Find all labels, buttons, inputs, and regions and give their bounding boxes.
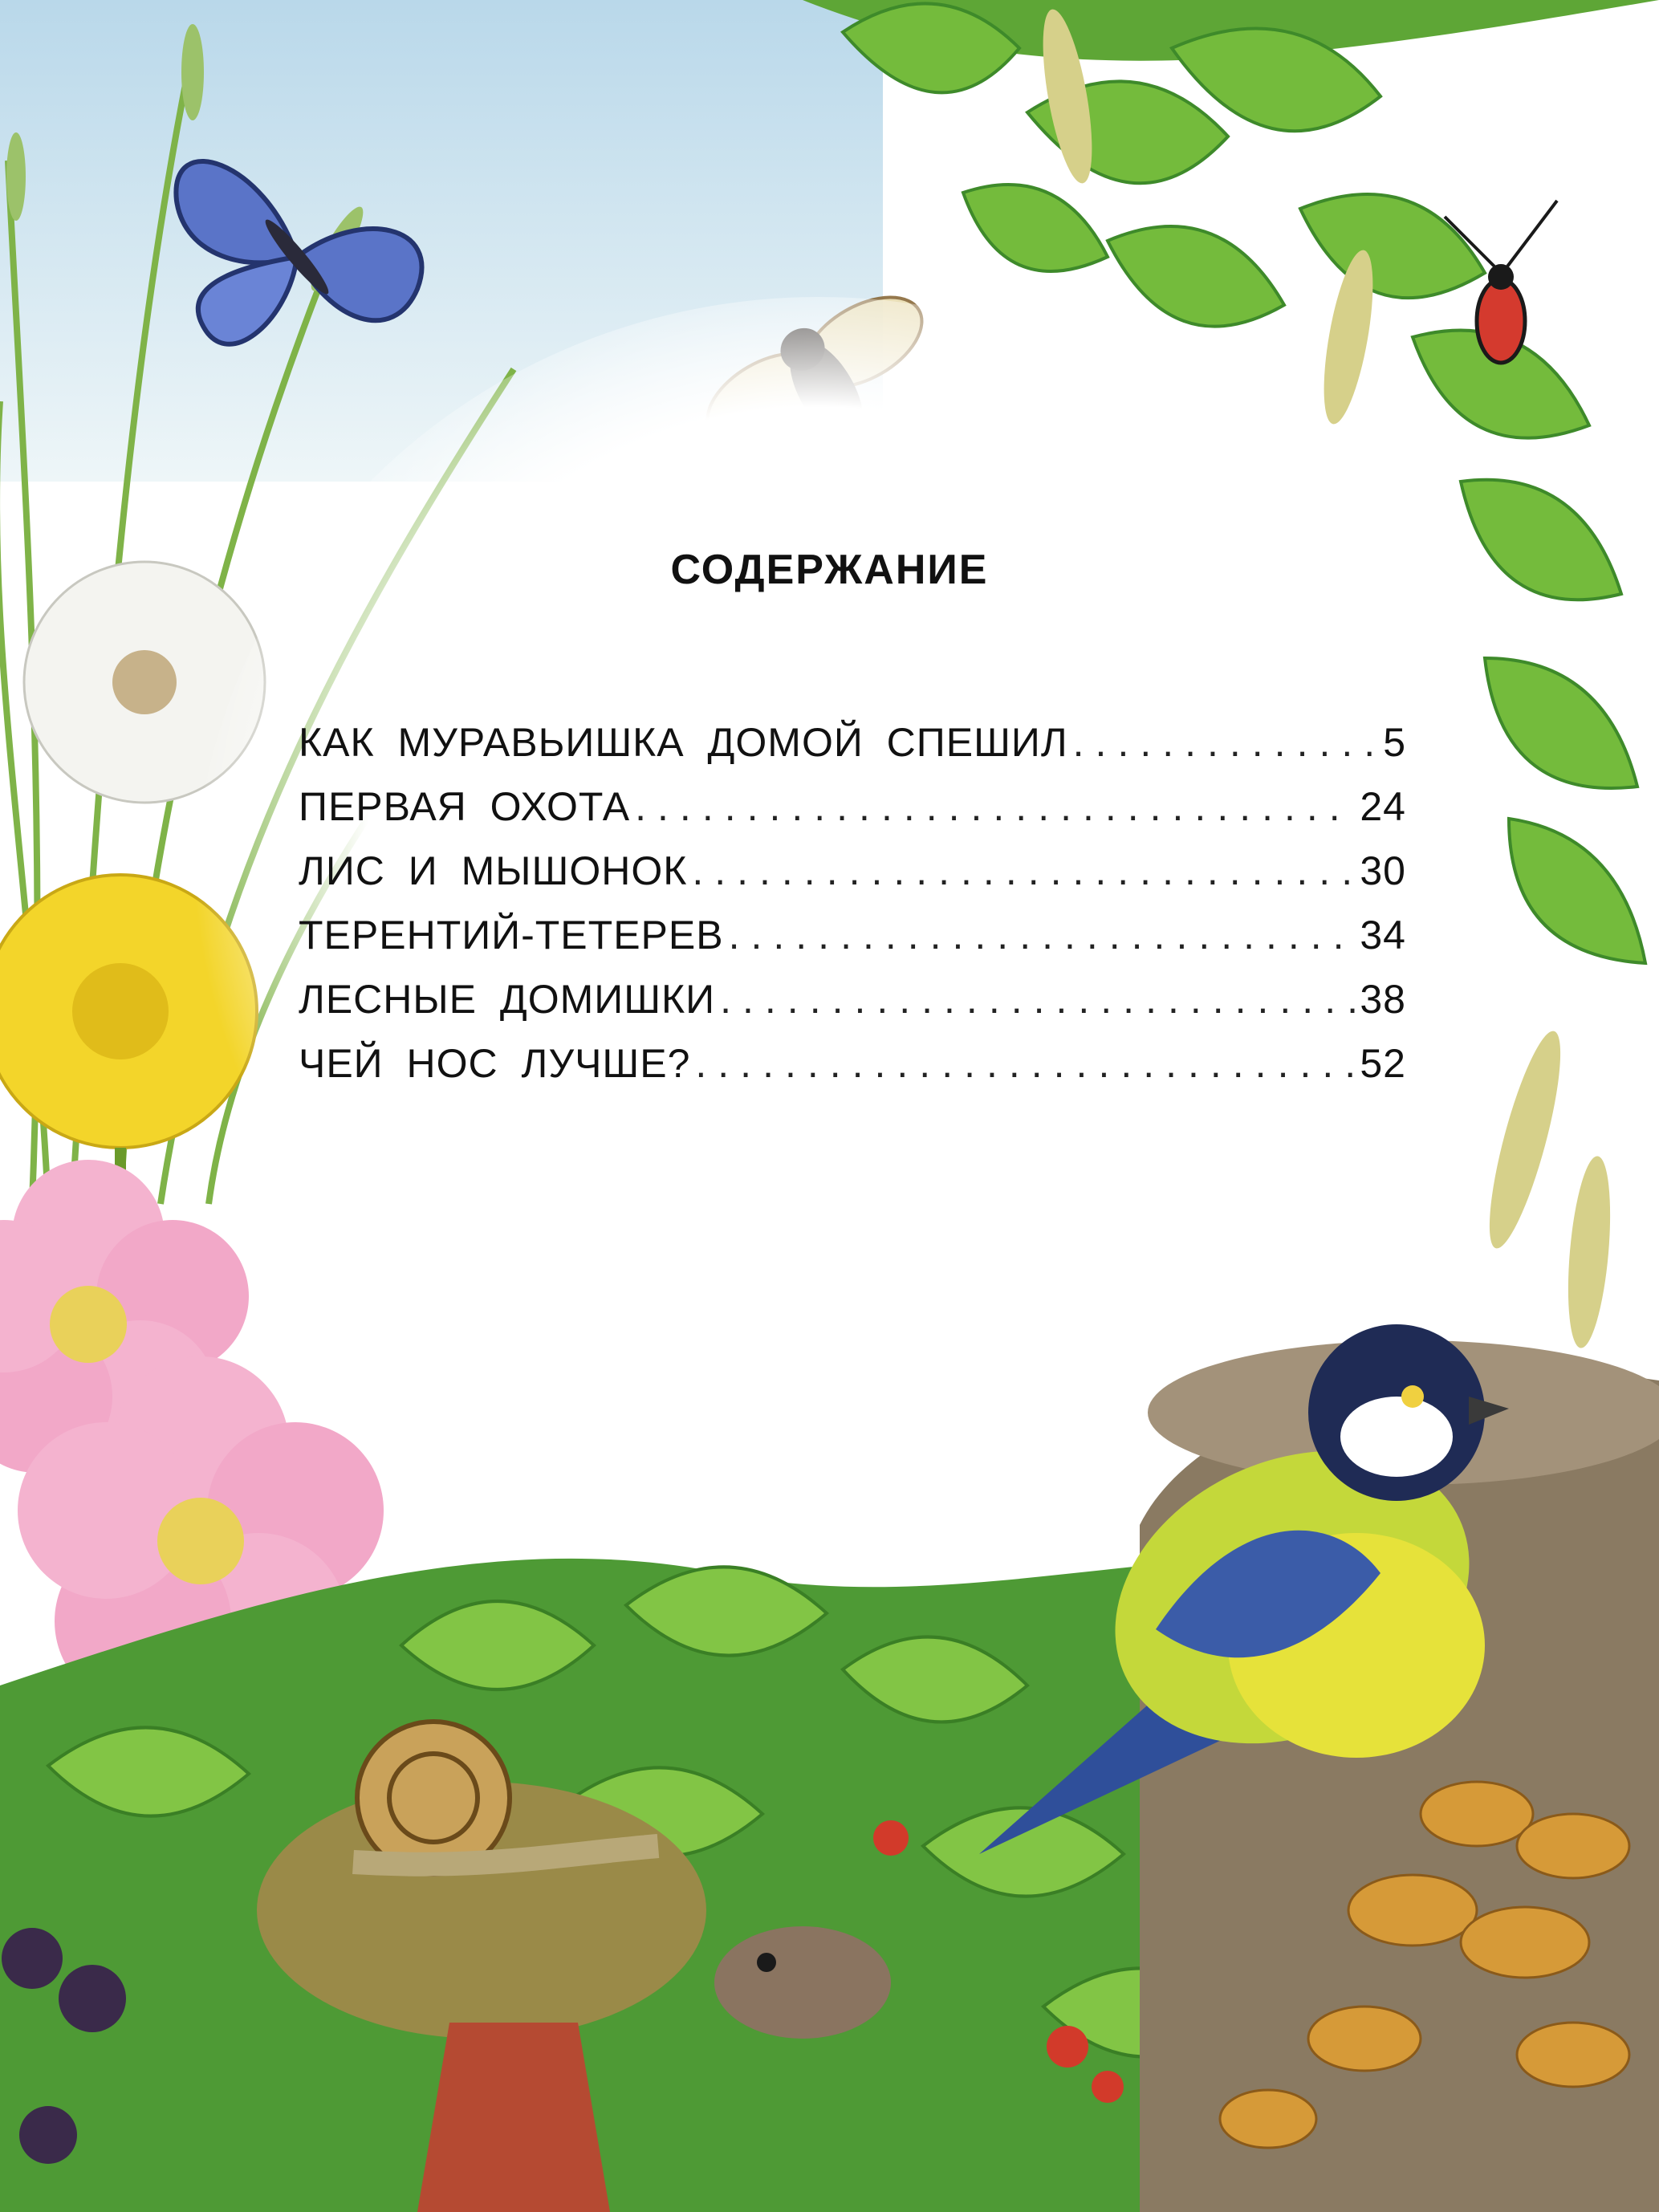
- toc-entry[interactable]: [299, 1040, 1406, 1104]
- toc-entry-title: ЛИС И МЫШОНОК: [299, 848, 688, 893]
- page-title: СОДЕРЖАНИЕ: [670, 547, 989, 593]
- toc-leader-dots: [1073, 719, 1379, 766]
- table-of-contents: [299, 719, 1406, 1104]
- toc-leader-dots: [635, 783, 1355, 830]
- toc-entry[interactable]: [299, 976, 1406, 1040]
- toc-entry-title: КАК МУРАВЬИШКА ДОМОЙ СПЕШИЛ: [299, 720, 1068, 765]
- toc-entry[interactable]: [299, 912, 1406, 976]
- toc-entry-page: 24: [1360, 784, 1406, 829]
- toc-entry-page: 52: [1360, 1041, 1406, 1086]
- toc-entry-title: ТЕРЕНТИЙ-ТЕТЕРЕВ: [299, 913, 724, 958]
- toc-leader-dots: [729, 912, 1356, 958]
- toc-entry[interactable]: [299, 848, 1406, 912]
- toc-entry-page: 30: [1360, 848, 1406, 893]
- toc-entry-page: 38: [1360, 977, 1406, 1022]
- toc-leader-dots: [692, 848, 1355, 894]
- toc-entry-page: 5: [1383, 720, 1406, 765]
- toc-entry[interactable]: [299, 783, 1406, 848]
- toc-entry-title: ЛЕСНЫЕ ДОМИШКИ: [299, 977, 716, 1022]
- mouse-icon: [714, 1926, 891, 2039]
- toc-entry-title: ЧЕЙ НОС ЛУЧШЕ?: [299, 1041, 691, 1086]
- toc-entry-title: ПЕРВАЯ ОХОТА: [299, 784, 631, 829]
- toc-leader-dots: [720, 976, 1355, 1023]
- toc-entry[interactable]: [299, 719, 1406, 783]
- toc-entry-page: 34: [1360, 913, 1406, 958]
- toc-leader-dots: [695, 1040, 1355, 1087]
